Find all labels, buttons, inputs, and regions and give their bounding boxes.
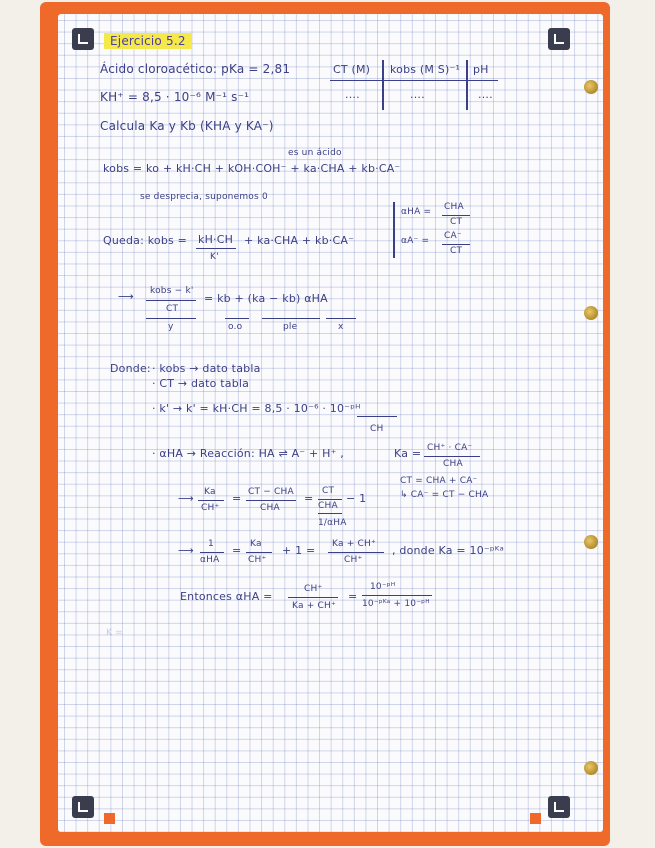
orange-square-right-icon [530, 813, 541, 824]
eq5-minus-one: − 1 [346, 492, 367, 505]
eq5-f3-bar2 [318, 513, 342, 514]
eq7-f2-num: 10⁻ᵖᴴ [370, 582, 396, 592]
binder-hole-1 [584, 80, 598, 94]
eq5-f2-bar [246, 500, 296, 501]
alpha-a-num: CA⁻ [444, 231, 462, 241]
eq7-f2-bar [362, 595, 432, 596]
binder-hole-2 [584, 306, 598, 320]
eq7-f1-num: CH⁺ [304, 584, 323, 594]
acid-note: es un ácido [288, 148, 342, 158]
donde-alpha: · αHA → Reacción: HA ⇌ A⁻ + H⁺ , [152, 447, 344, 460]
eq6-donde: , donde Ka = 10⁻ᵖᴷᵃ [392, 544, 505, 557]
faint-annotation: K = [106, 628, 123, 638]
corner-marker-top-right-icon [548, 28, 570, 50]
eq3-arrow: ⟶ [118, 290, 134, 303]
neglect-note: se desprecia, suponemos 0 [140, 192, 268, 202]
table-divider-2 [466, 60, 468, 110]
alpha-ha-den: CT [450, 217, 463, 227]
alpha-ha-num: CHA [444, 202, 464, 212]
donde-label: Donde: [110, 362, 151, 375]
eq3-frac-num: kobs − k' [150, 286, 194, 296]
alpha-bracket [393, 202, 395, 258]
eq6-plus-one: + 1 = [282, 544, 316, 557]
ct-balance: CT = CHA + CA⁻ [400, 476, 478, 486]
grid-paper-sheet [58, 14, 603, 832]
eq5-f1-num: Ka [204, 487, 216, 497]
table-header-ph: pH [473, 63, 489, 76]
eq6-f2-bar [246, 552, 272, 553]
underline-oo [225, 318, 249, 319]
queda-rest: + ka·CHA + kb·CA⁻ [244, 234, 355, 247]
label-ple: ple [283, 322, 298, 332]
eq6-f3-num: Ka + CH⁺ [332, 539, 376, 549]
eq5-eq-2: = [304, 492, 314, 505]
ka-bar [424, 456, 480, 457]
eq7-f2-den: 10⁻ᵖᴷᵃ + 10⁻ᵖᴴ [362, 599, 430, 609]
queda-frac-den: K' [210, 252, 219, 262]
ka-den: CHA [443, 459, 463, 469]
eq6-f2-den: CH⁺ [248, 555, 267, 565]
donde-kprime: · k' → k' = kH·CH = 8,5 · 10⁻⁶ · 10⁻ᵖᴴ [152, 402, 361, 415]
calc-instruction: Calcula Ka y Kb (KHA y KA⁻) [100, 119, 274, 133]
eq5-f2-den: CHA [260, 503, 280, 513]
kobs-equation: kobs = ko + kH·CH + kOH·COH⁻ + ka·CHA + kb·CA⁻ [103, 162, 401, 175]
eq7-f1-den: Ka + CH⁺ [292, 601, 336, 611]
binder-hole-4 [584, 761, 598, 775]
eq6-f1-den: αHA [200, 555, 220, 565]
table-cell-ph: .... [478, 88, 493, 101]
kprime-bar [357, 416, 397, 417]
corner-marker-bottom-left-icon [72, 796, 94, 818]
eq6-arrow: ⟶ [178, 544, 194, 557]
page-title: Ejercicio 5.2 [104, 33, 192, 49]
underline-x [326, 318, 356, 319]
table-divider-1 [382, 60, 384, 110]
eq7-f1-bar [288, 597, 338, 598]
alpha-ha-label: αHA = [401, 207, 432, 217]
eq5-arrow: ⟶ [178, 492, 194, 505]
table-cell-ct: .... [345, 88, 360, 101]
label-x: x [338, 322, 344, 332]
eq5-f3-den: CHA [318, 501, 338, 511]
table-header-kobs: kobs (M S)⁻¹ [390, 63, 461, 76]
eq7-lhs: Entonces αHA = [180, 590, 273, 603]
eq6-f1-num: 1 [208, 539, 214, 549]
table-header-ct: CT (M) [333, 63, 371, 76]
queda-frac-num: kH·CH [198, 233, 234, 246]
table-header-line [330, 80, 498, 81]
eq5-under: 1/αHA [318, 518, 347, 528]
eq5-eq-1: = [232, 492, 242, 505]
eq6-f3-den: CH⁺ [344, 555, 363, 565]
eq6-f1-bar [200, 552, 224, 553]
eq6-f2-num: Ka [250, 539, 262, 549]
alpha-a-den: CT [450, 246, 463, 256]
alpha-ha-bar [442, 215, 470, 216]
eq3-frac-bar [146, 300, 196, 301]
eq5-f1-den: CH⁺ [201, 503, 220, 513]
ka-num: CH⁺ · CA⁻ [427, 443, 473, 453]
underline-ple [262, 318, 320, 319]
queda-frac-bar [196, 248, 236, 249]
eq5-f3-bar [318, 499, 342, 500]
corner-marker-bottom-right-icon [548, 796, 570, 818]
eq3-rhs: = kb + (ka − kb) αHA [204, 292, 328, 305]
eq5-f2-num: CT − CHA [248, 487, 294, 497]
queda-lhs: Queda: kobs = [103, 234, 188, 247]
eq5-f1-bar [198, 500, 224, 501]
kprime-den: CH [370, 424, 384, 434]
table-cell-kobs: .... [410, 88, 425, 101]
alpha-a-bar [442, 244, 470, 245]
ca-expression: ↳ CA⁻ = CT − CHA [400, 490, 489, 500]
kh-data: KH⁺ = 8,5 · 10⁻⁶ M⁻¹ s⁻¹ [100, 90, 250, 104]
eq6-eq: = [232, 544, 242, 557]
donde-kobs: · kobs → dato tabla [152, 362, 261, 375]
eq6-f3-bar [328, 552, 384, 553]
underline-y [146, 318, 196, 319]
eq7-eq: = [348, 590, 358, 603]
acid-data: Ácido cloroacético: pKa = 2,81 [100, 62, 291, 76]
label-oo: o.o [228, 322, 243, 332]
ka-label: Ka = [394, 447, 422, 460]
orange-square-left-icon [104, 813, 115, 824]
corner-marker-top-left-icon [72, 28, 94, 50]
alpha-a-label: αA⁻ = [401, 236, 430, 246]
label-y: y [168, 322, 174, 332]
donde-ct: · CT → dato tabla [152, 377, 250, 390]
eq3-frac-den: CT [166, 304, 179, 314]
binder-hole-3 [584, 535, 598, 549]
eq5-f3-num: CT [322, 486, 335, 496]
